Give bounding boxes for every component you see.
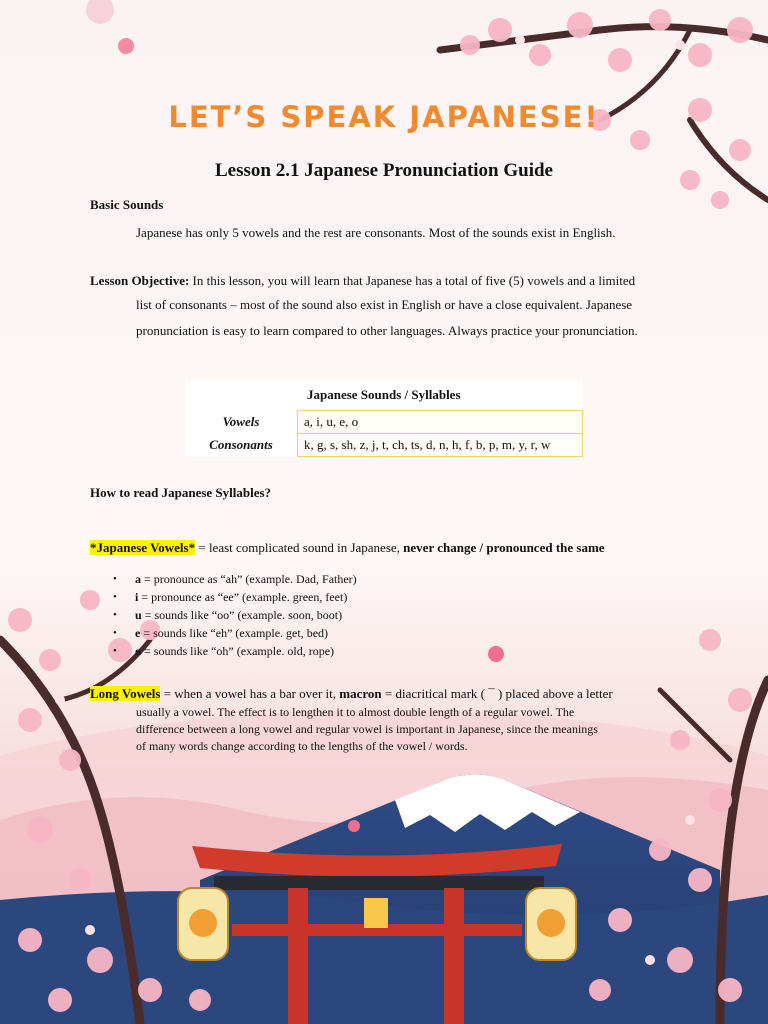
how-to-read-heading: How to read Japanese Syllables?: [90, 485, 272, 500]
long-vowels-line-3: difference between a long vowel and regular vowel is important in Japanese, since the meanings: [136, 722, 598, 736]
objective-line-2: list of consonants – most of the sound also exist in English or have a close equivalent. Japanese: [136, 297, 633, 312]
vowels-label: *Japanese Vowels*: [90, 540, 196, 555]
table-row: [185, 411, 583, 434]
sounds-table-title: Japanese Sounds / Syllables: [185, 380, 583, 411]
list-item: • i = pronounce as “ee” (example. green, feet): [135, 588, 357, 606]
long-vowels-line-4: of many words change according to the lengths of the vowel / words.: [136, 739, 468, 753]
vowels-text: = least complicated sound in Japanese,: [195, 540, 404, 555]
list-item: • u = sounds like “oo” (example. soon, boot): [135, 606, 357, 624]
vowels-intro: [90, 536, 605, 560]
objective-line-3: pronunciation is easy to learn compared to other languages. Always practice your pronunciation.: [136, 323, 638, 338]
lesson-objective: [90, 269, 690, 293]
list-item: • o = sounds like “oh” (example. old, rope): [135, 642, 357, 660]
list-item: • e = sounds like “eh” (example. get, bed): [135, 624, 357, 642]
row-label: Consonants: [185, 434, 298, 457]
row-value: k, g, s, sh, z, j, t, ch, ts, d, n, h, f, b, p, m, y, r, w: [298, 434, 583, 457]
objective-label: Lesson Objective:: [90, 273, 190, 288]
objective-line-1: In this lesson, you will learn that Japanese has a total of five (5) vowels and a limited: [189, 273, 636, 288]
long-vowels-intro: Long Vowels = when a vowel has a bar over it, macron = diacritical mark ( ¯ ) placed above a letter: [90, 686, 613, 701]
long-vowels-line-2: usually a vowel. The effect is to lengthen it to almost double length of a regular vowel. The: [136, 705, 575, 719]
vowel-list: [135, 570, 357, 660]
lesson-title: Lesson 2.1 Japanese Pronunciation Guide: [214, 160, 553, 181]
long-vowels-label: Long Vowels: [90, 686, 161, 701]
sounds-table: [185, 380, 583, 457]
lantern-right: [526, 888, 576, 960]
vowels-emphasis: never change / pronounced the same: [403, 540, 605, 555]
basic-sounds-heading: Basic Sounds: [90, 197, 164, 212]
row-label: Vowels: [185, 411, 298, 434]
basic-sounds-text: Japanese has only 5 vowels and the rest are consonants. Most of the sounds exist in English.: [136, 225, 616, 240]
macron-term: macron: [339, 686, 382, 701]
table-row: [185, 434, 583, 457]
list-item: • a = pronounce as “ah” (example. Dad, Father): [135, 570, 357, 588]
page-headline: LET’S SPEAK JAPANESE!: [168, 100, 600, 134]
lantern-left: [178, 888, 228, 960]
row-value: a, i, u, e, o: [298, 411, 583, 434]
